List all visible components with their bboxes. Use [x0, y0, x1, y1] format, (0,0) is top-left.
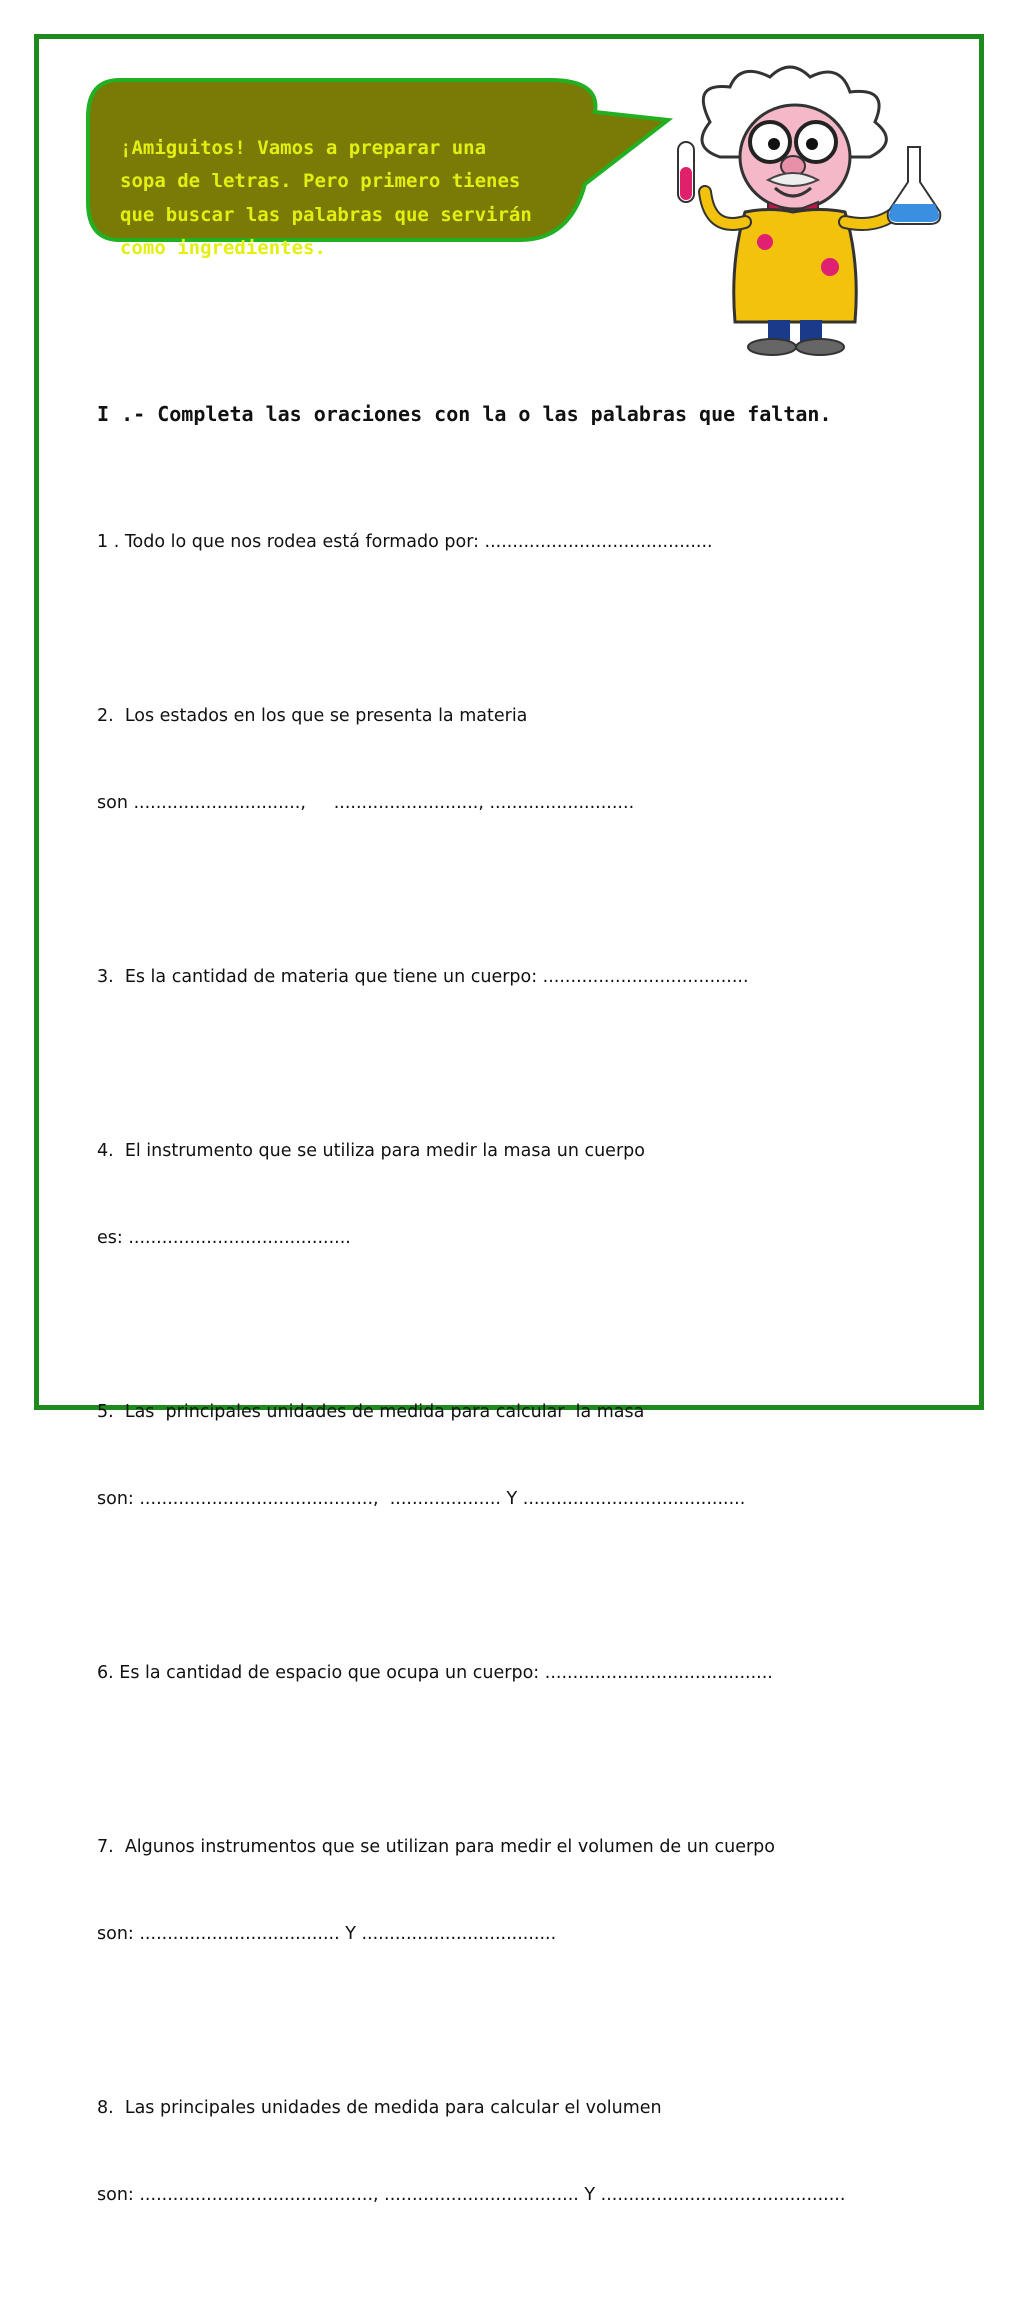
question-line: 1 . Todo lo que nos rodea está formado por: .........................................	[97, 532, 713, 552]
question-line: 6. Es la cantidad de espacio que ocupa un cuerpo: .........................................	[97, 1663, 773, 1683]
question-3	[97, 905, 977, 1050]
question-1	[97, 470, 977, 615]
question-line: son: .........................................., .................... Y ........................................	[97, 1489, 746, 1509]
speech-line: como ingredientes.	[120, 237, 326, 259]
exercise-heading: I .- Completa las oraciones con la o las palabras que faltan.	[97, 402, 832, 426]
question-line: 5. Las principales unidades de medida para calcular la masa	[97, 1402, 645, 1422]
speech-line: que buscar las palabras que servirán	[120, 203, 532, 226]
speech-line: ¡Amiguitos! Vamos a preparar una	[120, 136, 487, 159]
question-7	[97, 1775, 977, 2007]
question-line: 2. Los estados en los que se presenta la materia	[97, 706, 528, 726]
question-list	[97, 470, 977, 2297]
question-line: son: .........................................., ................................... Y ............................................	[97, 2185, 846, 2205]
question-line: 3. Es la cantidad de materia que tiene un cuerpo: .....................................	[97, 967, 749, 987]
question-line: son .............................., .........................., ..........................	[97, 793, 635, 813]
question-line: 4. El instrumento que se utiliza para medir la masa un cuerpo	[97, 1141, 645, 1161]
question-line: 7. Algunos instrumentos que se utilizan para medir el volumen de un cuerpo	[97, 1837, 775, 1857]
question-5	[97, 1340, 977, 1572]
speech-line: sopa de letras. Pero primero tienes	[120, 170, 521, 192]
question-line: son: .................................... Y ...................................	[97, 1924, 557, 1944]
question-8	[97, 2036, 977, 2268]
scientist-illustration	[650, 62, 950, 362]
question-line: 8. Las principales unidades de medida para calcular el volumen	[97, 2098, 662, 2118]
question-6	[97, 1601, 977, 1746]
speech-bubble-text	[120, 98, 560, 266]
question-line: es: ........................................	[97, 1228, 351, 1248]
question-2	[97, 644, 977, 876]
question-4	[97, 1079, 977, 1311]
